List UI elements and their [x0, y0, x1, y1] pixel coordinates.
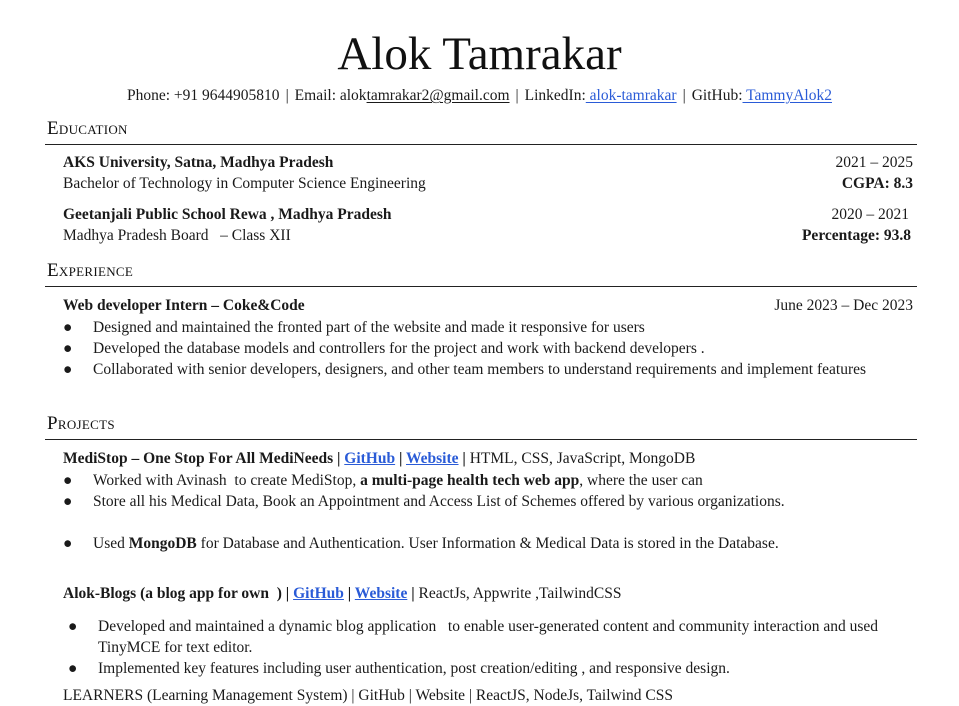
section-divider — [45, 286, 917, 287]
school-name: AKS University, Satna, Madhya Pradesh — [63, 154, 334, 171]
experience-entry — [63, 296, 913, 316]
project-website-link[interactable]: Website — [354, 585, 408, 602]
resume-name: Alok Tamrakar — [337, 28, 622, 80]
project-github-link[interactable]: GitHub — [344, 450, 396, 467]
bullet-icon: ● — [63, 535, 73, 552]
education-entry — [63, 205, 913, 225]
project-github-link[interactable]: GitHub — [293, 585, 344, 602]
linkedin-link[interactable]: alok-tamrakar — [585, 87, 677, 104]
project-title: MediStop – One Stop For All MediNeeds — [63, 450, 334, 467]
section-divider — [45, 439, 917, 440]
education-detail — [63, 226, 913, 246]
project-title: Alok-Blogs (a blog app for own ) — [63, 585, 282, 602]
partially-visible-project-line: LEARNERS (Learning Management System) | GitHub | Website | ReactJS, NodeJs, Tailwind CSS — [63, 687, 673, 704]
github-link[interactable]: TammyAlok2 — [742, 87, 832, 104]
experience-dates: June 2023 – Dec 2023 — [774, 297, 913, 314]
school-name: Geetanjali Public School Rewa , Madhya Pradesh — [63, 206, 392, 223]
phone: Phone: +91 9644905810 — [127, 87, 280, 104]
education-entry — [63, 153, 913, 173]
section-title-experience: Experience — [47, 260, 134, 281]
score: CGPA: 8.3 — [841, 175, 913, 192]
email-link[interactable]: tamrakar2@gmail.com — [366, 87, 510, 104]
section-title-projects: Projects — [47, 413, 115, 434]
bullet-icon: ● — [63, 472, 73, 489]
section-title-education: Education — [47, 118, 128, 139]
project-header: Alok-Blogs (a blog app for own ) | GitHub | Website | ReactJs, Appwrite ,TailwindCSS — [63, 585, 622, 602]
bullet-icon: ● — [68, 618, 78, 635]
linkedin-label: LinkedIn: — [524, 87, 586, 104]
project-header: MediStop – One Stop For All MediNeeds | GitHub | Website | HTML, CSS, JavaScript, MongoDB — [63, 450, 696, 467]
degree: Bachelor of Technology in Computer Science Engineering — [63, 175, 426, 192]
bullet-icon: ● — [63, 361, 73, 378]
bullet-icon: ● — [63, 493, 73, 510]
project-stack: HTML, CSS, JavaScript, MongoDB — [469, 450, 696, 467]
project-stack: ReactJs, Appwrite ,TailwindCSS — [418, 585, 622, 602]
education-dates: 2020 – 2021 — [831, 206, 909, 223]
contact-line: Phone: +91 9644905810 | Email: aloktamrakar2@gmail.com | LinkedIn: alok-tamrakar | GitHub: TammyAlok2 — [127, 87, 832, 104]
bullet-icon: ● — [63, 340, 73, 357]
bullet-icon: ● — [63, 319, 73, 336]
section-divider — [45, 144, 917, 145]
education-detail — [63, 174, 913, 194]
degree: Madhya Pradesh Board – Class XII — [63, 227, 291, 244]
project-website-link[interactable]: Website — [406, 450, 459, 467]
github-label: GitHub: — [691, 87, 743, 104]
role-title: Web developer Intern – Coke&Code — [63, 297, 305, 314]
email-label: Email: alok — [294, 87, 367, 104]
score: Percentage: 93.8 — [801, 227, 911, 244]
bullet-icon: ● — [68, 660, 78, 677]
education-dates: 2021 – 2025 — [835, 154, 913, 171]
